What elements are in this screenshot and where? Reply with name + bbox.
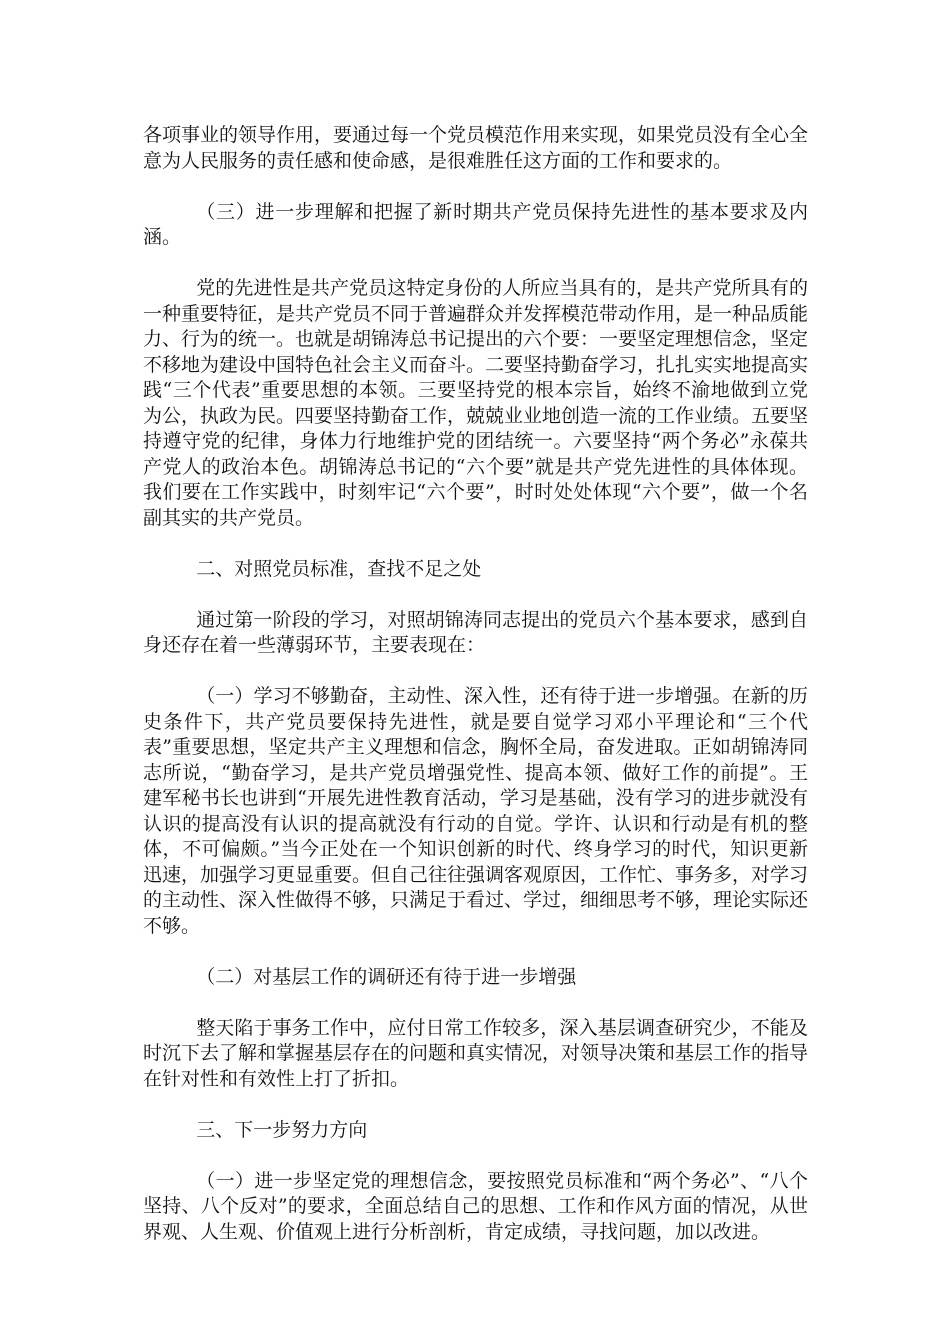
paragraph-advancedness: 党的先进性是共产党员这特定身份的人所应当具有的，是共产党所具有的一种重要特征，是共产党员不同于普遍群众并发挥模范带动作用，是一种品质能力、行为的统一。也就是胡锦涛总书记提出的六个要：一要坚定理想信念，坚定不移地为建设中国特色社会主义而奋斗。二要坚持勤奋学习，扎扎实实地提高实践“三个代表”重要思想的本领。三要坚持党的根本宗旨，始终不渝地做到立党为公，执政为民。四要坚持勤奋工作，兢兢业业地创造一流的工作业绩。五要坚持遵守党的纪律，身体力行地维护党的团结统一。六要坚持“两个务必”永葆共产党人的政治本色。胡锦涛总书记的“六个要”就是共产党先进性的具体体现。我们要在工作实践中，时刻牢记“六个要”，时时处处体现“六个要”，做一个名副其实的共产党员。: [143, 277, 809, 529]
subsection-heading-3: （三）进一步理解和把握了新时期共产党员保持先进性的基本要求及内涵。: [143, 200, 808, 248]
section-heading-3: 三、下一步努力方向: [196, 1118, 368, 1141]
section-heading-2: 二、对照党员标准，查找不足之处: [196, 557, 482, 580]
subsection-heading-research: （二）对基层工作的调研还有待于进一步增强: [196, 965, 577, 988]
paragraph-research: 整天陷于事务工作中，应付日常工作较多，深入基层调查研究少，不能及时沉下去了解和掌握基层存在的问题和真实情况，对领导决策和基层工作的指导在针对性和有效性上打了折扣。: [143, 1016, 809, 1090]
paragraph-study-intro: 通过第一阶段的学习，对照胡锦涛同志提出的党员六个基本要求，感到自身还存在着一些薄弱环节，主要表现在：: [143, 608, 808, 656]
document-body: [143, 123, 808, 1271]
paragraph-study-shortcoming: （一）学习不够勤奋，主动性、深入性，还有待于进一步增强。在新的历史条件下，共产党员要保持先进性，就是要自觉学习邓小平理论和“三个代表”重要思想，坚定共产主义理想和信念，胸怀全局，奋发进取。正如胡锦涛同志所说，“勤奋学习，是共产党员增强党性、提高本领、做好工作的前提”。王建军秘书长也讲到“开展先进性教育活动，学习是基础，没有学习的进步就没有认识的提高没有认识的提高就没有行动的自觉。学许、认识和行动是有机的整体，不可偏颇。”当今正处在一个知识创新的时代、终身学习的时代，知识更新迅速，加强学习更显重要。但自己往往强调客观原因，工作忙、事务多，对学习的主动性、深入性做得不够，只满足于看过、学过，细细思考不够，理论实际还不够。: [143, 685, 809, 937]
paragraph-continuation: 各项事业的领导作用，要通过每一个党员模范作用来实现，如果党员没有全心全意为人民服务的责任感和使命感，是很难胜任这方面的工作和要求的。: [143, 124, 809, 172]
paragraph-ideals: （一）进一步坚定党的理想信念，要按照党员标准和“两个务必”、“八个坚持、八个反对”的要求，全面总结自己的思想、工作和作风方面的情况，从世界观、人生观、价值观上进行分析剖析，肯定成绩，寻找问题，加以改进。: [143, 1169, 808, 1243]
